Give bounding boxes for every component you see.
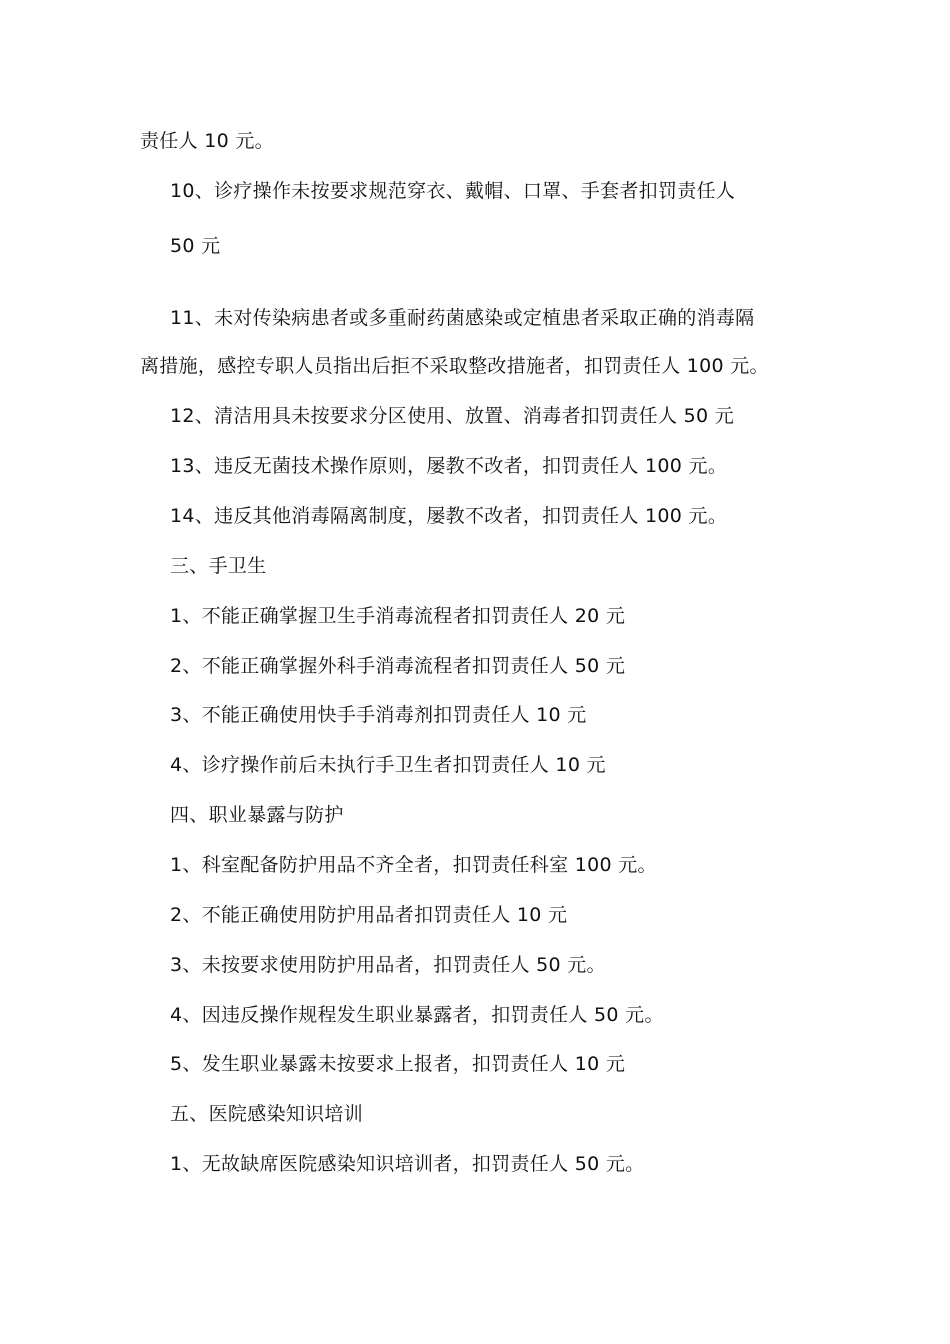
section-heading: 三、手卫生	[170, 555, 267, 577]
text-line: 14、违反其他消毒隔离制度，屡教不改者，扣罚责任人 100 元。	[170, 505, 728, 527]
text-line: 4、因违反操作规程发生职业暴露者，扣罚责任人 50 元。	[170, 1004, 664, 1026]
text-line: 2、不能正确使用防护用品者扣罚责任人 10 元	[170, 904, 568, 926]
text-line: 50 元	[170, 235, 221, 257]
section-heading: 五、医院感染知识培训	[170, 1103, 364, 1125]
text-line: 离措施，感控专职人员指出后拒不采取整改措施者，扣罚责任人 100 元。	[140, 355, 769, 377]
text-line: 3、未按要求使用防护用品者，扣罚责任人 50 元。	[170, 954, 606, 976]
text-line: 1、无故缺席医院感染知识培训者，扣罚责任人 50 元。	[170, 1153, 645, 1175]
text-line: 12、清洁用具未按要求分区使用、放置、消毒者扣罚责任人 50 元	[170, 405, 735, 427]
text-line: 11、未对传染病患者或多重耐药菌感染或定植患者采取正确的消毒隔	[170, 307, 755, 329]
text-line: 3、不能正确使用快手手消毒剂扣罚责任人 10 元	[170, 704, 587, 726]
text-line: 5、发生职业暴露未按要求上报者，扣罚责任人 10 元	[170, 1053, 626, 1075]
text-line: 13、违反无菌技术操作原则，屡教不改者，扣罚责任人 100 元。	[170, 455, 728, 477]
text-line: 1、科室配备防护用品不齐全者，扣罚责任科室 100 元。	[170, 854, 657, 876]
text-line: 责任人 10 元。	[140, 130, 274, 152]
text-line: 2、不能正确掌握外科手消毒流程者扣罚责任人 50 元	[170, 655, 626, 677]
section-heading: 四、职业暴露与防护	[170, 804, 344, 826]
text-line: 10、诊疗操作未按要求规范穿衣、戴帽、口罩、手套者扣罚责任人	[170, 180, 736, 202]
text-line: 1、不能正确掌握卫生手消毒流程者扣罚责任人 20 元	[170, 605, 626, 627]
text-line: 4、诊疗操作前后未执行手卫生者扣罚责任人 10 元	[170, 754, 606, 776]
